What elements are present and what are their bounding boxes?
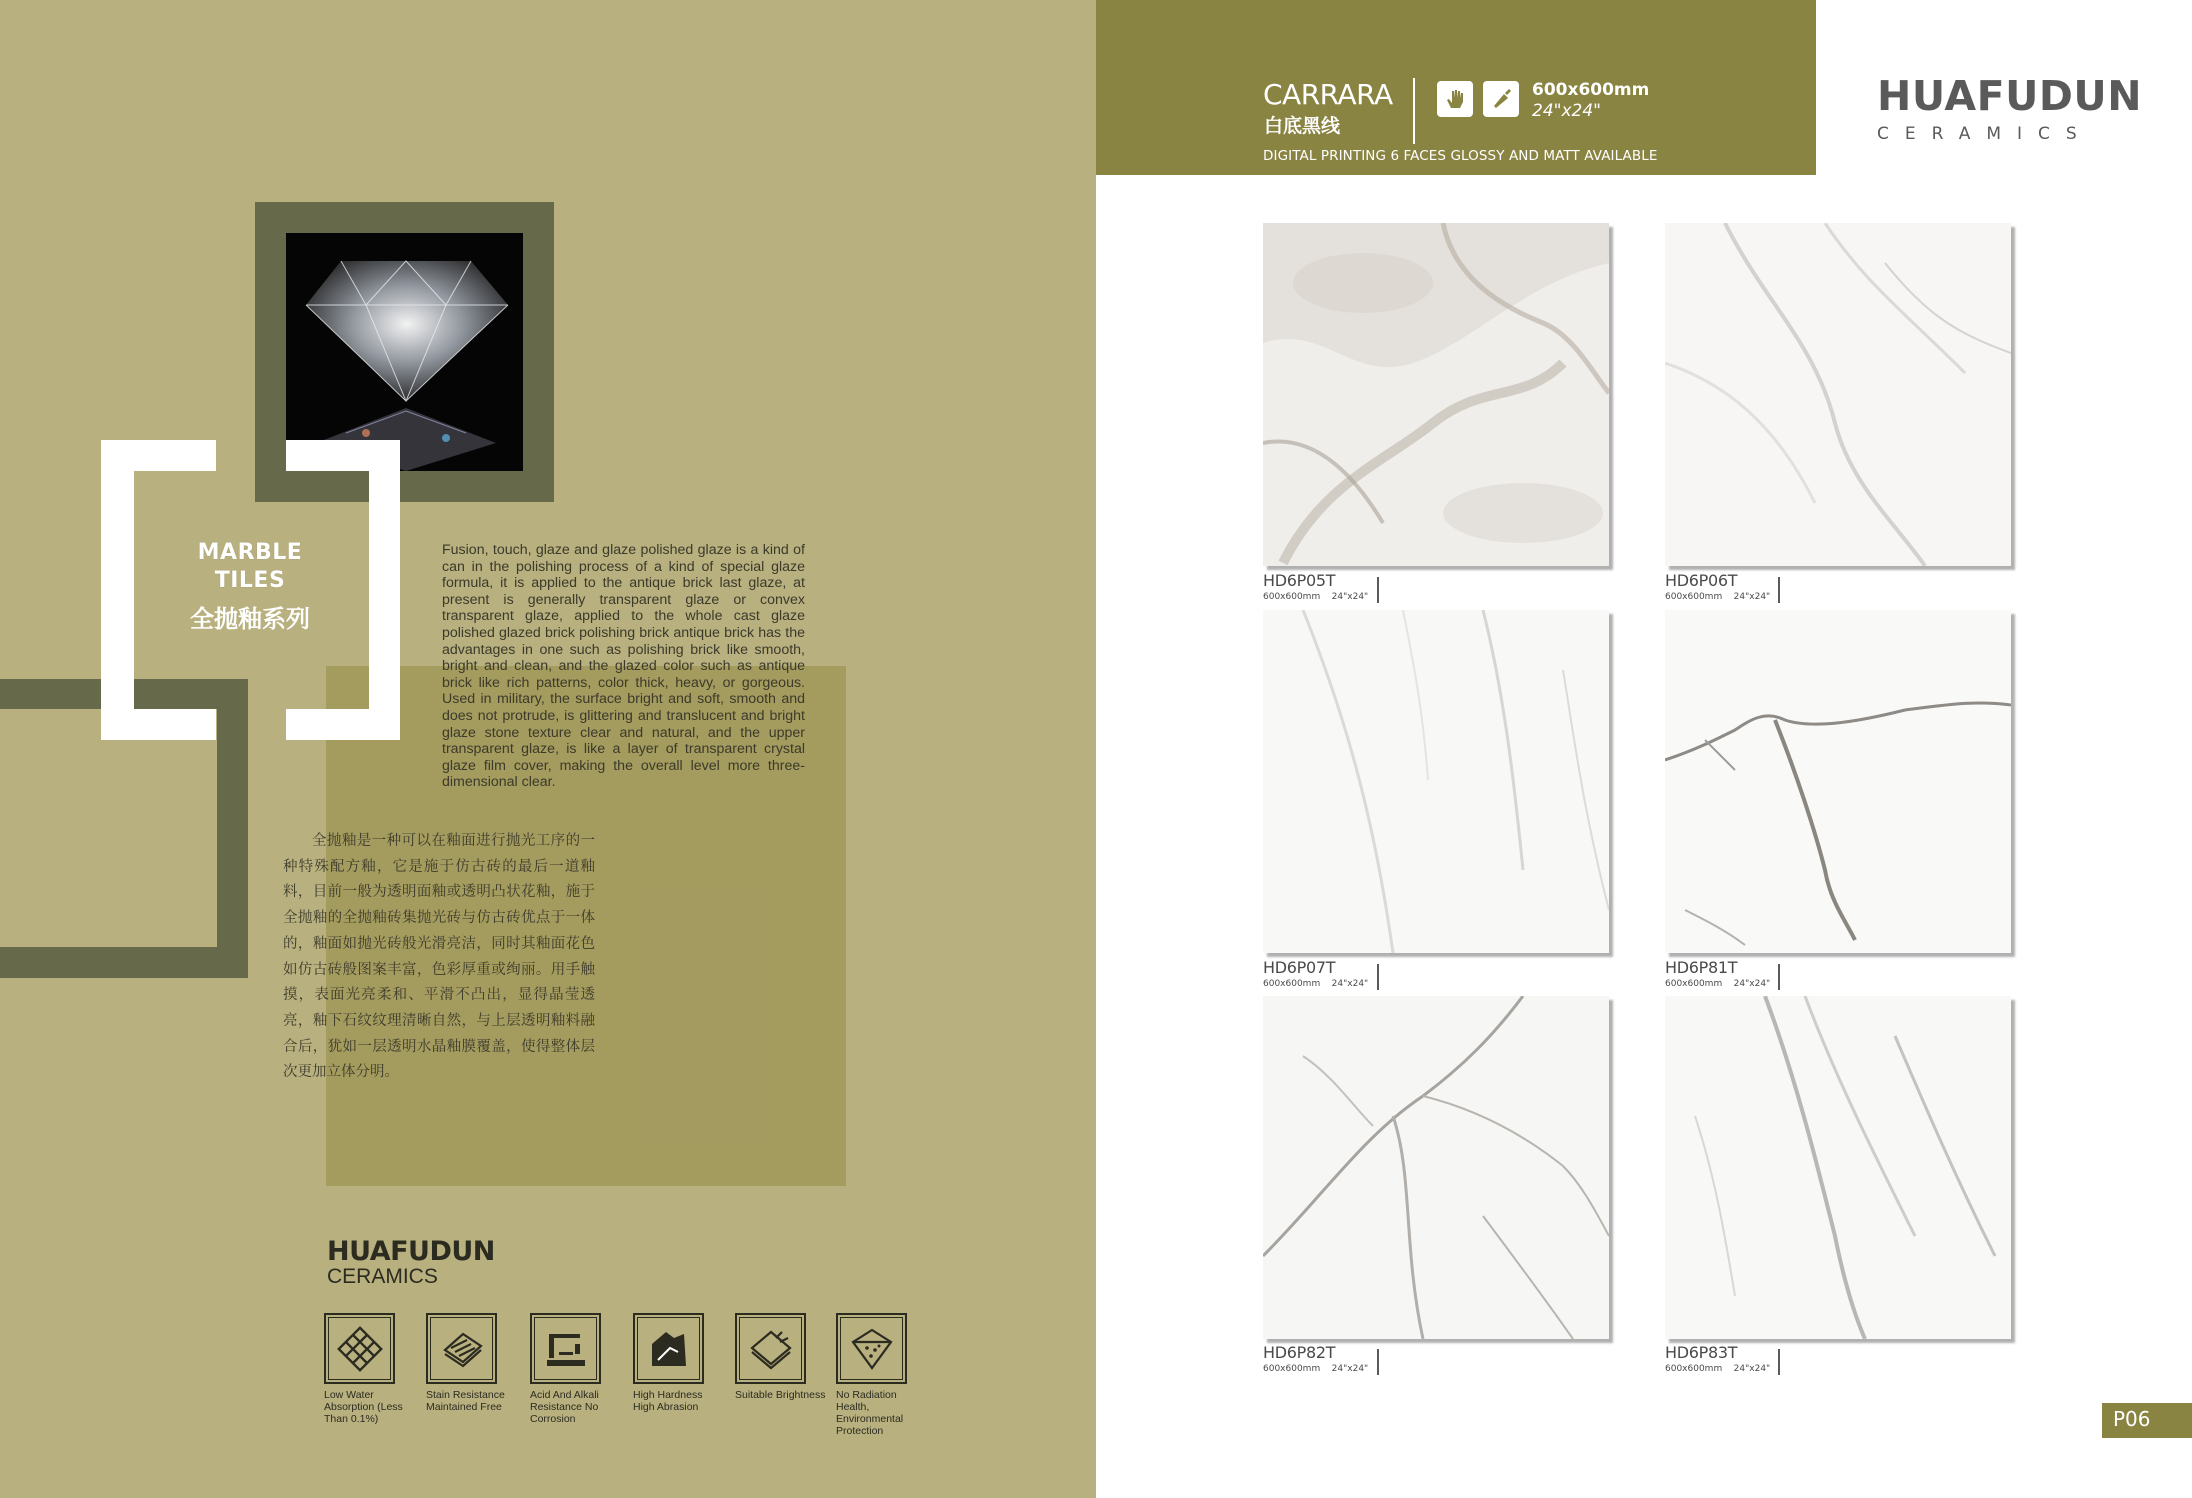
series-title-cn: 全抛釉系列	[190, 605, 310, 633]
caption-divider	[1377, 964, 1379, 990]
product-name: CARRARA	[1263, 78, 1393, 111]
tile-code: HD6P82T	[1263, 1343, 1336, 1362]
feature-label: Low Water Absorption (Less Than 0.1%)	[324, 1389, 403, 1425]
description-en: Fusion, touch, glaze and glaze polished glaze is a kind of can in the polishing process of a kind of special glaze formula, it is applied to the antique brick last glaze, at present is generally transparent glaze or convex transparent glaze, applied to the whole cast glaze polished glazed brick polishing brick antique brick has the advantages in one such as polishing brick like smooth, bright and clean, and the glazed color such as antique brick like rich patterns, color thick, heavy, or gorgeous. Used in military, the surface bright and soft, smooth and does not protrude, is glittering and translucent and bright glaze stone texture clear and natural, and the upper transparent glaze, is like a layer of transparent crystal glaze film cover, making the overall level more three-dimensional clear.	[442, 542, 805, 791]
size-inch: 24"x24"	[1532, 101, 1601, 121]
tile-size: 600x600mm 24"x24"	[1263, 592, 1369, 602]
product-name-cn: 白底黑线	[1264, 115, 1341, 137]
brush-icon	[1483, 81, 1519, 117]
right-page	[1096, 0, 2192, 1498]
tile-image	[1263, 223, 1609, 566]
white-bracket	[369, 440, 400, 502]
tile-image	[1665, 223, 2011, 566]
white-bracket	[286, 709, 400, 740]
brand-name: HUAFUDUN	[1877, 72, 2143, 120]
feature-label: No Radiation Health, Environmental Protection	[836, 1389, 904, 1437]
white-bracket	[101, 709, 216, 740]
tile-code: HD6P81T	[1665, 958, 1738, 977]
tile-code: HD6P83T	[1665, 1343, 1738, 1362]
tile-grid-icon	[328, 1317, 391, 1380]
white-bracket	[101, 440, 134, 740]
description-cn: 全抛釉是一种可以在釉面进行抛光工序的一种特殊配方釉，它是施于仿古砖的最后一道釉料，目前一般为透明面釉或透明凸状花釉，施于全抛釉的全抛釉砖集抛光砖与仿古砖优点于一体的，釉面如抛光砖般光滑亮洁，同时其釉面花色如仿古砖般图案丰富，色彩厚重或绚丽。用手触摸，表面光亮柔和、平滑不凸出，显得晶莹透亮，釉下石纹纹理清晰自然，与上层透明釉料融合后，犹如一层透明水晶釉膜覆盖，使得整体层次更加立体分明。	[283, 833, 595, 1081]
tile-code: HD6P06T	[1665, 571, 1738, 590]
brand-logo-left	[327, 1238, 495, 1288]
series-title-line2: TILES	[214, 568, 286, 593]
feature-water-absorption	[324, 1313, 416, 1425]
feature-hardness	[633, 1313, 725, 1413]
brand-sub: CERAMICS	[1877, 124, 2093, 144]
feature-label: Acid And Alkali Resistance No Corrosion	[530, 1389, 599, 1425]
feature-label: Suitable Brightness	[735, 1389, 826, 1401]
feature-no-radiation	[836, 1313, 928, 1437]
brand-name: HUAFUDUN	[327, 1236, 495, 1267]
tile-size: 600x600mm 24"x24"	[1263, 1364, 1369, 1374]
hand-touch-icon	[1437, 81, 1473, 117]
caption-divider	[1778, 964, 1780, 990]
caption-divider	[1778, 577, 1780, 603]
feature-acid-alkali	[530, 1313, 622, 1425]
printing-note: DIGITAL PRINTING 6 FACES GLOSSY AND MATT AVAILABLE	[1263, 148, 1658, 164]
tile-code: HD6P07T	[1263, 958, 1336, 977]
size-mm: 600x600mm	[1532, 80, 1650, 100]
caption-divider	[1377, 1349, 1379, 1375]
tile-code: HD6P05T	[1263, 571, 1336, 590]
tile-image	[1665, 996, 2011, 1339]
stain-resistance-icon	[430, 1317, 493, 1380]
tile-size: 600x600mm 24"x24"	[1665, 979, 1771, 989]
tile-image	[1665, 610, 2011, 953]
caption-divider	[1778, 1349, 1780, 1375]
caption-divider	[1377, 577, 1379, 603]
no-radiation-icon	[840, 1317, 903, 1380]
tile-size: 600x600mm 24"x24"	[1665, 592, 1771, 602]
tile-image	[1263, 996, 1609, 1339]
header-divider	[1413, 78, 1415, 144]
feature-stain-resistance	[426, 1313, 518, 1413]
acid-alkali-icon	[534, 1317, 597, 1380]
tile-size: 600x600mm 24"x24"	[1263, 979, 1369, 989]
diamond-image	[286, 233, 523, 471]
decorative-frame-inner	[0, 709, 217, 947]
page-number: P06	[2113, 1407, 2151, 1431]
tile-size: 600x600mm 24"x24"	[1665, 1364, 1771, 1374]
feature-brightness	[735, 1313, 827, 1401]
brightness-icon	[739, 1317, 802, 1380]
hardness-icon	[637, 1317, 700, 1380]
series-title	[150, 539, 350, 634]
feature-label: Stain Resistance Maintained Free	[426, 1389, 505, 1413]
series-title-line1: MARBLE	[197, 540, 303, 565]
feature-label: High Hardness High Abrasion	[633, 1389, 703, 1413]
brand-sub: CERAMICS	[327, 1265, 438, 1288]
tile-image	[1263, 610, 1609, 953]
